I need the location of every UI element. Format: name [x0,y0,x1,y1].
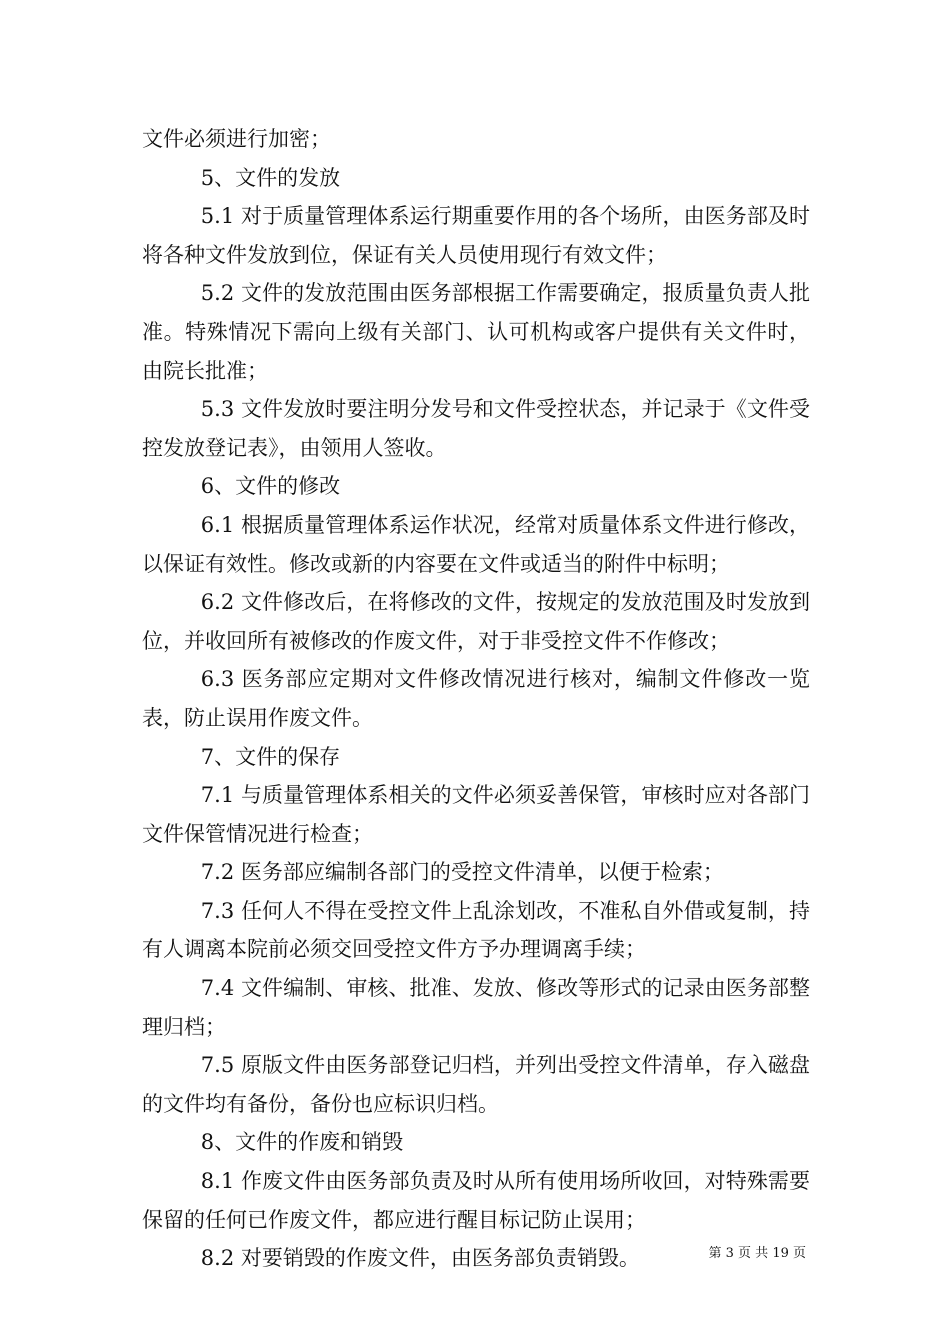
paragraph-7-4: 7.4 文件编制、审核、批准、发放、修改等形式的记录由医务部整理归档； [142,976,810,1039]
document-body [142,120,810,1278]
paragraph-7-2: 7.2 医务部应编制各部门的受控文件清单，以便于检索； [200,860,724,885]
paragraph-7-3: 7.3 任何人不得在受控文件上乱涂划改，不准私自外借或复制，持有人调离本院前必须交回受控文件方予办理调离手续； [142,898,810,962]
section-heading-8: 8、文件的作废和销毁 [200,1130,404,1155]
paragraph-5-3: 5.3 文件发放时要注明分发号和文件受控状态，并记录于《文件受控发放登记表》，由领用人签收。 [142,397,810,460]
paragraph-7-1: 7.1 与质量管理体系相关的文件必须妥善保管，审核时应对各部门文件保管情况进行检查； [142,783,810,846]
section-heading-6: 6、文件的修改 [200,474,341,499]
page-number-footer: 第 3 页 共 19 页 [708,1246,806,1261]
section-heading-5: 5、文件的发放 [200,165,341,190]
paragraph-7-5: 7.5 原版文件由医务部登记归档，并列出受控文件清单，存入磁盘的文件均有备份，备份也应标识归档。 [142,1053,810,1116]
paragraph-1: 文件必须进行加密； [142,127,331,151]
paragraph-8-1: 8.1 作废文件由医务部负责及时从所有使用场所收回，对特殊需要保留的任何已作废文件，都应进行醒目标记防止误用； [142,1169,810,1232]
paragraph-5-2: 5.2 文件的发放范围由医务部根据工作需要确定，报质量负责人批准。特殊情况下需向上级有关部门、认可机构或客户提供有关文件时，由院长批准； [142,281,810,383]
paragraph-6-2: 6.2 文件修改后，在将修改的文件，按规定的发放范围及时发放到位，并收回所有被修改的作废文件，对于非受控文件不作修改； [142,590,810,653]
section-heading-7: 7、文件的保存 [200,744,341,769]
paragraph-6-1: 6.1 根据质量管理体系运作状况，经常对质量体系文件进行修改，以保证有效性。修改或新的内容要在文件或适当的附件中标明； [142,512,810,576]
paragraph-5-1: 5.1 对于质量管理体系运行期重要作用的各个场所，由医务部及时将各种文件发放到位，保证有关人员使用现行有效文件； [142,204,810,267]
paragraph-8-2: 8.2 对要销毁的作废文件，由医务部负责销毁。 [200,1246,640,1271]
paragraph-6-3: 6.3 医务部应定期对文件修改情况进行核对，编制文件修改一览表，防止误用作废文件。 [142,667,810,730]
